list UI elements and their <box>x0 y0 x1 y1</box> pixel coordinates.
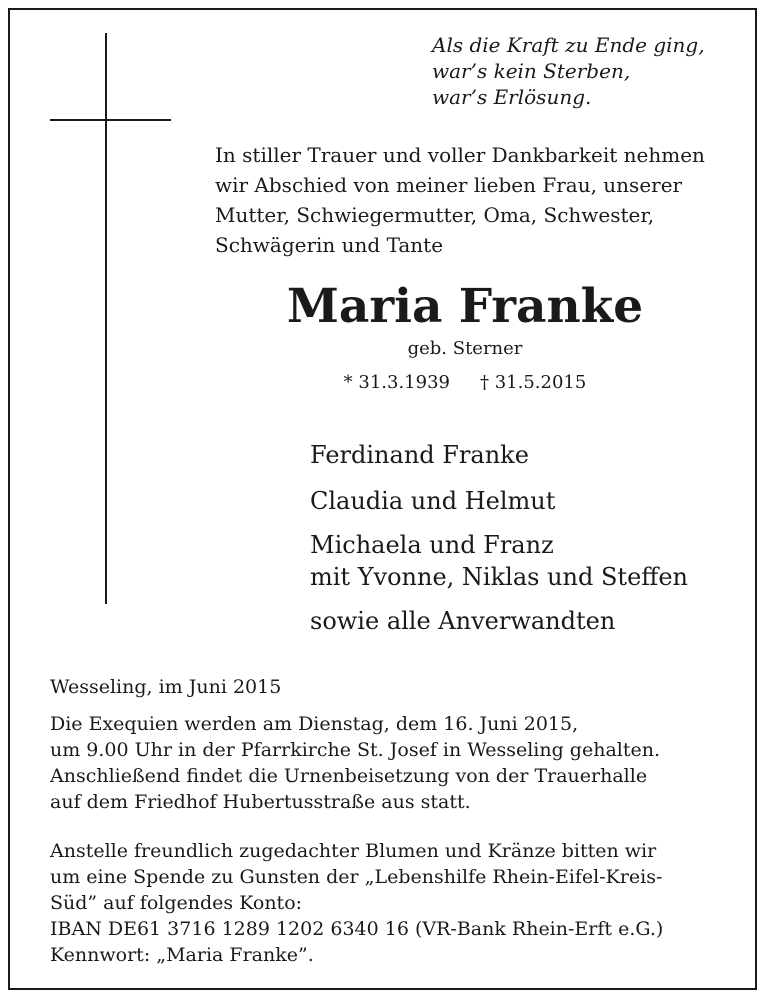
mourner-relatives: sowie alle Anverwandten <box>310 607 616 635</box>
intro-line: In stiller Trauer und voller Dankbarkeit nehmen <box>215 143 705 167</box>
death-date: † 31.5.2015 <box>480 372 587 393</box>
deceased-name: Maria Franke <box>286 279 644 334</box>
mourner-spouse: Ferdinand Franke <box>310 441 529 469</box>
donation-line: Süd” auf folgendes Konto: <box>50 892 303 914</box>
donation-line: um eine Spende zu Gunsten der „Lebenshilfe Rhein-Eifel-Kreis- <box>50 866 663 888</box>
service-line: Anschließend findet die Urnenbeisetzung von der Trauerhalle <box>50 765 648 787</box>
mourner-child: Claudia und Helmut <box>310 487 556 515</box>
service-line: um 9.00 Uhr in der Pfarrkirche St. Josef in Wesseling gehalten. <box>50 739 661 761</box>
intro-line: Mutter, Schwiegermutter, Oma, Schwester, <box>215 203 655 227</box>
motto-line: war’s Erlösung. <box>432 85 592 109</box>
intro-text <box>215 140 705 260</box>
mourner-child: Michaela und Franz <box>310 531 554 559</box>
maiden-name: geb. Sterner <box>407 338 523 359</box>
intro-line: Schwägerin und Tante <box>215 233 444 257</box>
intro-line: wir Abschied von meiner lieben Frau, unserer <box>215 173 683 197</box>
service-details <box>50 711 660 815</box>
mourner-grandchildren: mit Yvonne, Niklas und Steffen <box>310 563 688 591</box>
motto-verse <box>432 32 705 110</box>
motto-line: Als die Kraft zu Ende ging, <box>432 33 705 57</box>
motto-line: war’s kein Sterben, <box>432 59 631 83</box>
donation-line: Kennwort: „Maria Franke”. <box>50 944 314 966</box>
service-line: Die Exequien werden am Dienstag, dem 16. Juni 2015, <box>50 713 579 735</box>
life-dates <box>215 371 715 395</box>
donation-line: IBAN DE61 3716 1289 1202 6340 16 (VR-Bank Rhein-Erft e.G.) <box>50 918 664 940</box>
place-date: Wesseling, im Juni 2015 <box>50 676 282 698</box>
cross-horizontal-bar <box>50 119 171 121</box>
service-line: auf dem Friedhof Hubertusstraße aus statt. <box>50 791 471 813</box>
donation-line: Anstelle freundlich zugedachter Blumen und Kränze bitten wir <box>50 840 657 862</box>
donation-request <box>50 838 663 968</box>
birth-date: * 31.3.1939 <box>343 372 450 393</box>
